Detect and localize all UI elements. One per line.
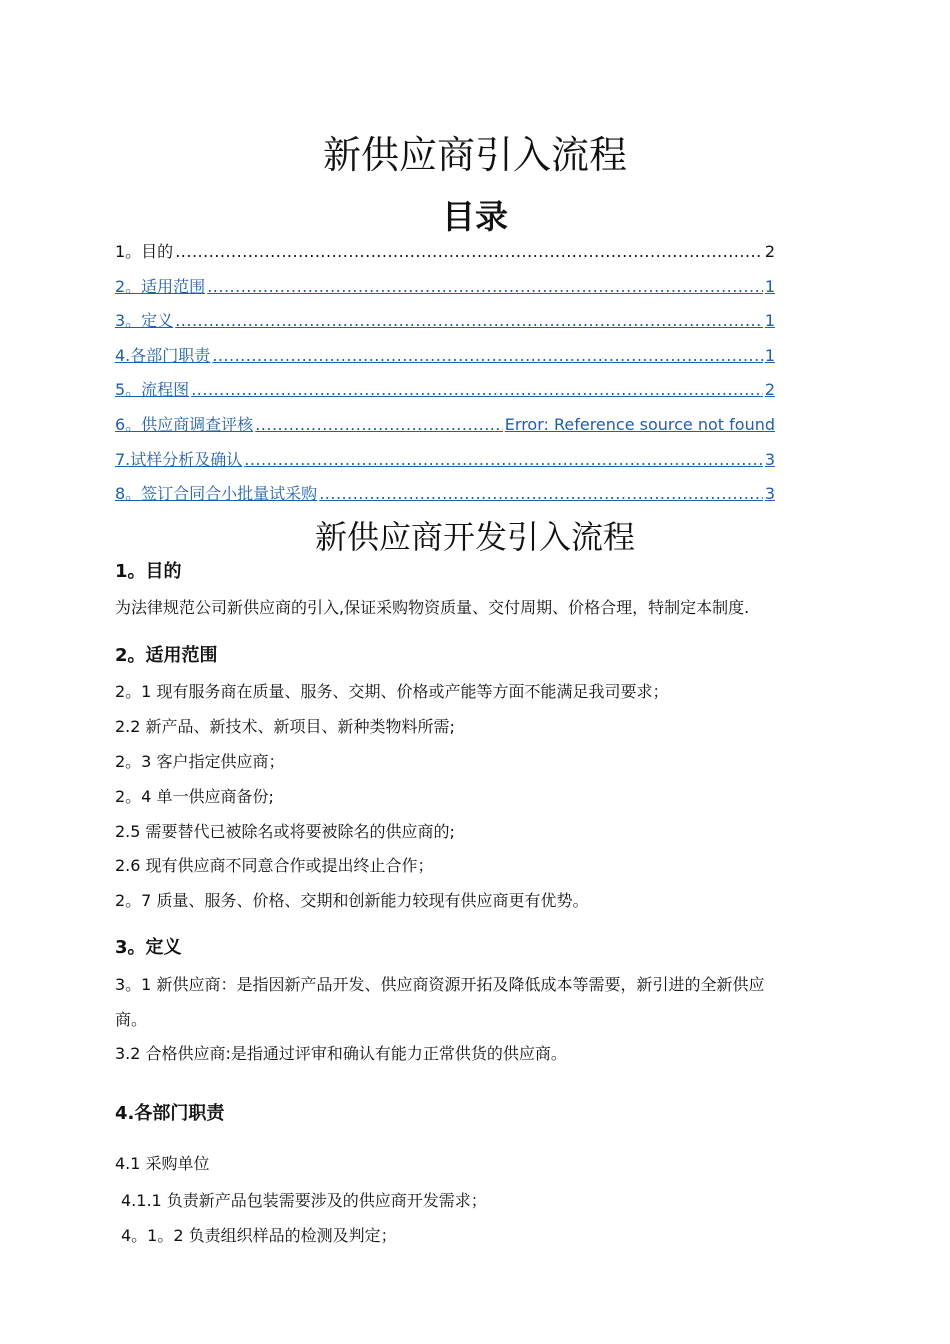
toc-entry-label: 1。目的 — [115, 242, 174, 261]
toc-entry-page: 2 — [764, 380, 775, 400]
section-title: 新供应商开发引入流程 — [314, 518, 635, 556]
list-item: 4.1.1 负责新产品包装需要涉及的供应商开发需求； — [121, 1191, 487, 1210]
section-heading: 1。目的 — [115, 561, 182, 582]
toc-entry-page: Error: Reference source not found — [504, 414, 775, 434]
toc-leader-dots — [175, 240, 763, 264]
toc-entry-label: 7.试样分析及确认 — [115, 449, 243, 469]
toc-entry-link[interactable] — [115, 344, 775, 379]
section-heading: 3。定义 — [115, 937, 182, 958]
paragraph: 3.2 合格供应商:是指通过评审和确认有能力正常供货的供应商。 — [115, 1044, 567, 1063]
list-item: 2.2 新产品、新技术、新项目、新种类物料所需; — [115, 717, 455, 736]
section-heading: 4.各部门职责 — [115, 1103, 225, 1124]
section-heading: 2。适用范围 — [115, 645, 218, 666]
paragraph: 为法律规范公司新供应商的引入,保证采购物资质量、交付周期、价格合理，特制定本制度. — [115, 598, 750, 617]
toc-entry-label: 5。流程图 — [115, 380, 190, 400]
toc-entry-link[interactable] — [115, 275, 775, 310]
toc-entry-label: 2。适用范围 — [115, 276, 206, 296]
toc-entry-label: 8。签订合同合小批量试采购 — [115, 484, 318, 504]
toc-leader-dots — [212, 344, 763, 368]
toc-entry-link[interactable] — [115, 448, 775, 483]
list-item: 2。4 单一供应商备份; — [115, 787, 274, 806]
list-item: 2。7 质量、服务、价格、交期和创新能力较现有供应商更有优势。 — [115, 891, 589, 910]
toc-entry-label: 3。定义 — [115, 311, 174, 331]
toc-heading: 目录 — [442, 197, 508, 236]
toc-entry[interactable] — [115, 240, 775, 275]
toc-entry-page: 3 — [764, 449, 775, 469]
toc-entry-link[interactable] — [115, 309, 775, 344]
toc-leader-dots — [207, 275, 763, 299]
list-item: 4。1。2 负责组织样品的检测及判定； — [121, 1226, 397, 1245]
document-title: 新供应商引入流程 — [322, 133, 627, 177]
toc-leader-dots — [244, 448, 763, 472]
toc-entry-page: 1 — [764, 345, 775, 365]
toc-entry-link[interactable] — [115, 378, 775, 413]
toc-entry-page: 1 — [764, 311, 775, 331]
toc-entry-link[interactable] — [115, 413, 775, 448]
toc-leader-dots — [255, 413, 503, 437]
table-of-contents — [115, 240, 775, 517]
list-item: 2。1 现有服务商在质量、服务、交期、价格或产能等方面不能满足我司要求； — [115, 682, 669, 701]
paragraph: 3。1 新供应商：是指因新产品开发、供应商资源开拓及降低成本等需要，新引进的全新供应 — [115, 975, 765, 994]
toc-entry-label: 4.各部门职责 — [115, 345, 211, 365]
list-item: 2.5 需要替代已被除名或将要被除名的供应商的; — [115, 822, 455, 841]
toc-entry-page: 3 — [764, 484, 775, 504]
paragraph-continuation: 商。 — [115, 1010, 148, 1029]
list-item: 2.6 现有供应商不同意合作或提出终止合作； — [115, 856, 434, 875]
list-item: 2。3 客户指定供应商； — [115, 752, 285, 771]
toc-leader-dots — [319, 482, 763, 506]
toc-leader-dots — [191, 378, 763, 402]
toc-leader-dots — [175, 309, 763, 333]
toc-entry-page: 1 — [764, 276, 775, 296]
subsection-heading: 4.1 采购单位 — [115, 1154, 210, 1173]
toc-entry-label: 6。供应商调查评核 — [115, 414, 254, 434]
toc-entry-page: 2 — [764, 242, 775, 261]
